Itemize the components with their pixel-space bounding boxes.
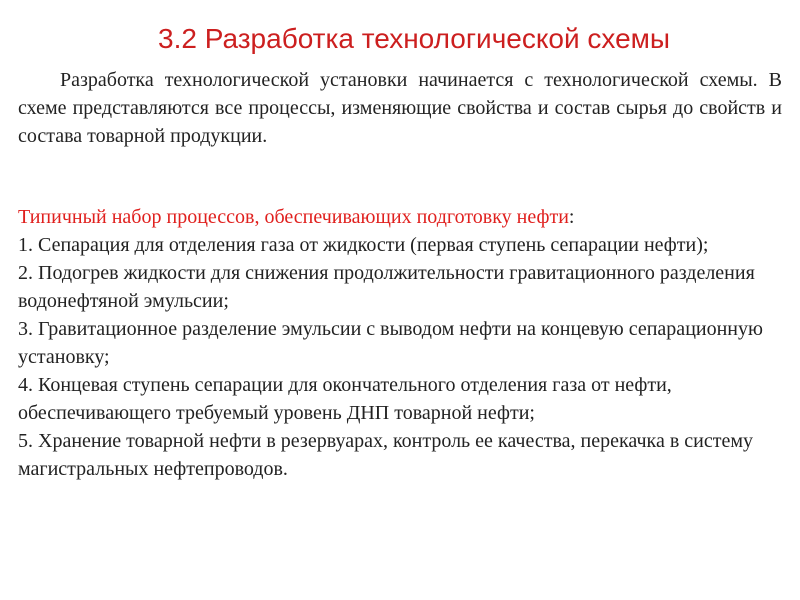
list-item: 3. Гравитационное разделение эмульсии с выводом нефти на концевую сепарационную установку; (18, 318, 763, 368)
list-item: 2. Подогрев жидкости для снижения продолжительности гравитационного разделения водонефтяной эмульсии; (18, 262, 755, 312)
slide-title: 3.2 Разработка технологической схемы (158, 23, 671, 54)
list-heading-text: Типичный набор процессов, обеспечивающих подготовку нефти (18, 206, 569, 228)
intro-paragraph: Разработка технологической установки начинается с технологической схемы. В схеме представляются все процессы, изменяющие свойства и состав сырья до свойств и состава товарной продукции. (18, 69, 782, 147)
list-item: 4. Концевая ступень сепарации для окончательного отделения газа от нефти, обеспечивающего требуемый уровень ДНП товарной нефти; (18, 374, 672, 424)
list-heading (18, 203, 788, 231)
list-item: 1. Сепарация для отделения газа от жидкости (первая ступень сепарации нефти); (18, 234, 709, 256)
process-list (18, 203, 788, 483)
list-heading-colon: : (568, 206, 575, 228)
list-item: 5. Хранение товарной нефти в резервуарах, контроль ее качества, перекачка в систему магистральных нефтепроводов. (18, 430, 753, 480)
